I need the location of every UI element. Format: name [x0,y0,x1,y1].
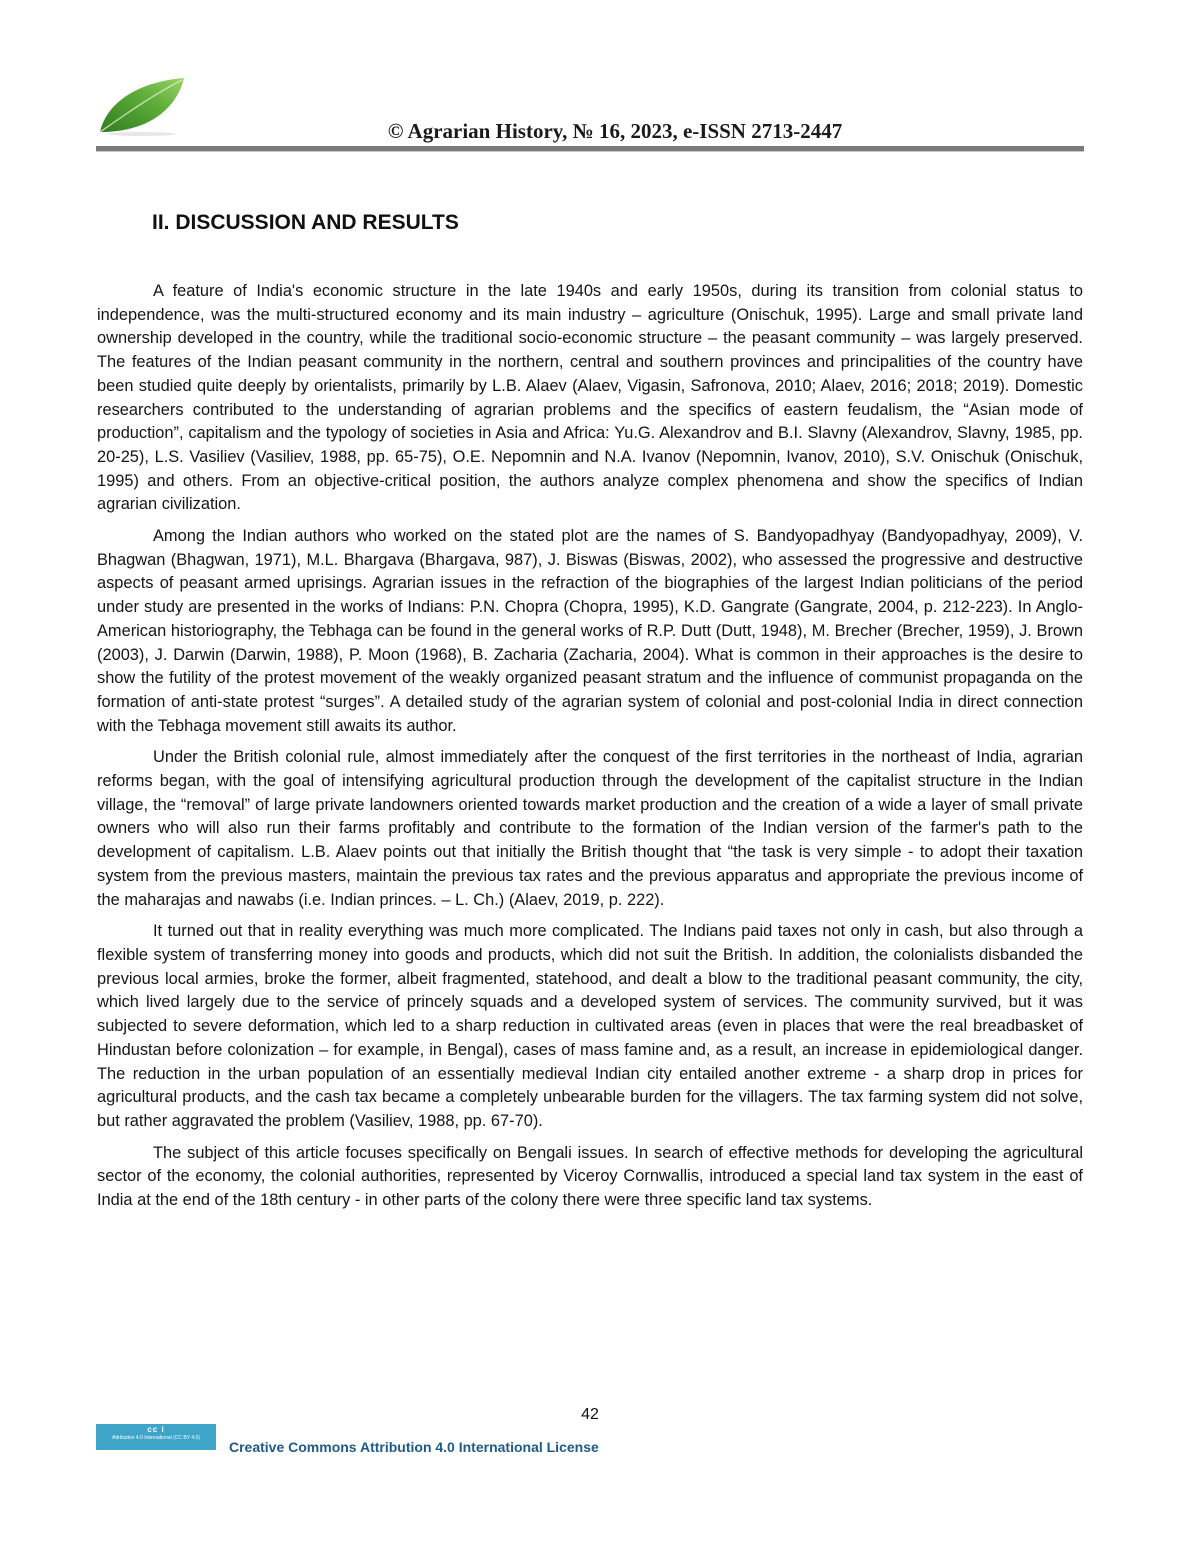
paragraph: It turned out that in reality everything was much more complicated. The Indians paid taxes not only in cash, but also through a flexible system of transferring money into goods and products, which did not suit the British. In addition, the colonialists disbanded the previous local armies, broke the former, albeit fragmented, statehood, and dealt a blow to the traditional peasant community, the city, which lived largely due to the service of princely squads and a developed system of services. The community survived, but it was subjected to severe deformation, which led to a sharp reduction in cultivated areas (even in places that were the real breadbasket of Hindustan before colonization – for example, in Bengal), cases of mass famine and, as a result, an increase in epidemiological danger. The reduction in the urban population of an essentially medieval Indian city entailed another extreme - a sharp drop in prices for agricultural products, and the cash tax became a completely unbearable burden for the villagers. The tax farming system did not solve, but rather aggravated the problem (Vasiliev, 1988, pp. 67-70). [97,922,1083,1130]
license-link[interactable]: Creative Commons Attribution 4.0 International License [229,1439,599,1455]
cc-license-badge[interactable] [96,1424,216,1450]
cc-by-icon: cc i [147,1425,165,1434]
journal-title: © Agrarian History, № 16, 2023, e-ISSN 2713-2447 [387,119,843,143]
header-rule-shadow [96,151,1084,152]
paragraph: A feature of India's economic structure in the late 1940s and early 1950s, during its transition from colonial status to independence, was the multi-structured economy and its main industry – agriculture (Onischuk, 1995). Large and small private land ownership developed in the country, while the traditional socio-economic structure – the peasant community – was largely preserved. The features of the Indian peasant community in the northern, central and southern provinces and principalities of the country have been studied quite deeply by orientalists, primarily by L.B. Alaev (Alaev, Vigasin, Safronova, 2010; Alaev, 2016; 2018; 2019). Domestic researchers contributed to the understanding of agrarian problems and the specifics of eastern feudalism, the “Asian mode of production”, capitalism and the typology of societies in Asia and Africa: Yu.G. Alexandrov and B.I. Slavny (Alexandrov, Slavny, 1985, pp. 20-25), L.S. Vasiliev (Vasiliev, 1988, pp. 65-75), O.E. Nepomnin and N.A. Ivanov (Nepomnin, Ivanov, 2010), S.V. Onischuk (Onischuk, 1995) and others. From an objective-critical position, the authors analyze complex phenomena and show the specifics of Indian agrarian civilization. [97,282,1083,514]
paragraph: The subject of this article focuses specifically on Bengali issues. In search of effective methods for developing the agricultural sector of the economy, the colonial authorities, represented by Viceroy Cornwallis, introduced a special land tax system in the east of India at the end of the 18th century - in other parts of the colony there were three specific land tax systems. [97,1143,1083,1210]
article-body [97,280,1083,1221]
page-number-text: 42 [581,1406,599,1423]
section-heading: II. DISCUSSION AND RESULTS [152,211,459,234]
cc-badge-text: Attribution 4.0 International (CC BY 4.0) [111,1435,200,1441]
paragraph: Under the British colonial rule, almost immediately after the conquest of the first territories in the northeast of India, agrarian reforms began, with the goal of intensifying agricultural production through the development of the capitalist structure in the Indian village, the “removal” of large private landowners oriented towards market production and the creation of a wide a layer of small private owners who will also run their farms profitably and contribute to the formation of the Indian version of the farmer's path to the development of capitalism. L.B. Alaev points out that initially the British thought that “the task is very simple - to adopt their taxation system from the previous masters, maintain the previous tax rates and the previous apparatus and appropriate the previous income of the maharajas and nawabs (i.e. Indian princes. – L. Ch.) (Alaev, 2019, p. 222). [97,748,1083,909]
page-number [0,1406,1200,1424]
paragraph: Among the Indian authors who worked on the stated plot are the names of S. Bandyopadhyay (Bandyopadhyay, 2009), V. Bhagwan (Bhagwan, 1971), M.L. Bhargava (Bhargava, 987), J. Biswas (Biswas, 2002), who assessed the progressive and destructive aspects of peasant armed uprisings. Agrarian issues in the refraction of the biographies of the largest Indian politicians of the period under study are presented in the works of Indians: P.N. Chopra (Chopra, 1995), K.D. Gangrate (Gangrate, 2004, p. 212-223). In Anglo-American historiography, the Tebhaga can be found in the general works of R.P. Dutt (Dutt, 1948), M. Brecher (Brecher, 1959), J. Brown (2003), J. Darwin (Darwin, 1988), P. Moon (1968), B. Zacharia (Zacharia, 2004). What is common in their approaches is the desire to show the futility of the protest movement of the weakly organized peasant stratum and the influence of communist propaganda on the formation of anti-state protest “surges”. A detailed study of the agrarian system of colonial and post-colonial India in direct connection with the Tebhaga movement still awaits its author. [97,527,1083,735]
